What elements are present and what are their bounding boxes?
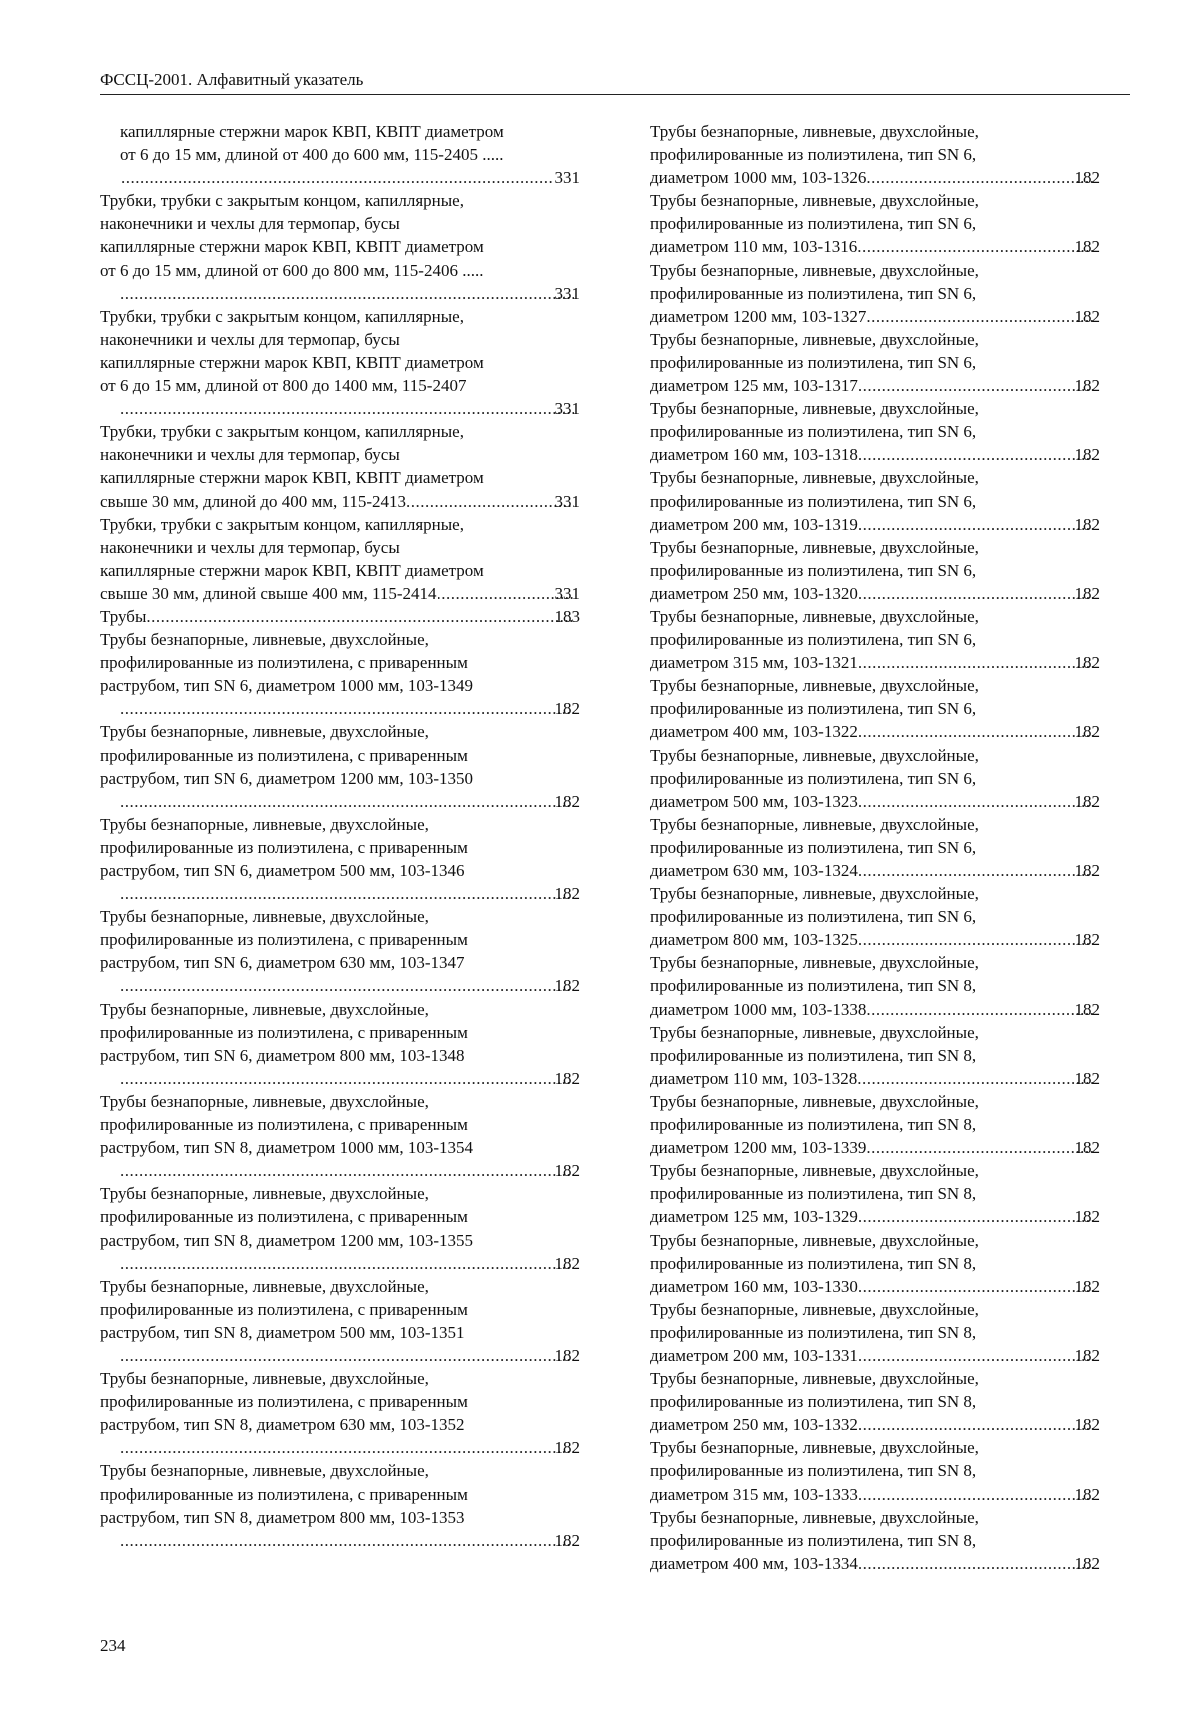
entry-page-ref: 331 bbox=[554, 399, 580, 419]
index-entry bbox=[650, 1159, 1100, 1228]
entry-text-line: профилированные из полиэтилена, с приваренным bbox=[100, 837, 468, 857]
index-entry bbox=[100, 120, 580, 189]
index-entry bbox=[650, 466, 1100, 535]
entry-text-line: раструбом, тип SN 6, диаметром 1200 мм, 103-1350 bbox=[100, 768, 474, 788]
dot-leader bbox=[859, 374, 1094, 397]
dot-leader bbox=[121, 397, 574, 420]
index-entry bbox=[650, 951, 1100, 1020]
index-entry bbox=[650, 120, 1100, 189]
entry-text-line: профилированные из полиэтилена, с приваренным bbox=[100, 1207, 468, 1227]
entry-lead-text: диаметром 125 мм, 103-1329 bbox=[650, 1207, 858, 1227]
index-entry bbox=[650, 1229, 1100, 1298]
entry-page-ref: 182 bbox=[1074, 306, 1100, 326]
index-entry bbox=[100, 605, 580, 628]
dot-leader bbox=[859, 790, 1094, 813]
entry-text-line: Трубы безнапорные, ливневые, двухслойные, bbox=[650, 399, 979, 419]
header-rule bbox=[100, 94, 1130, 95]
entry-text-line: раструбом, тип SN 8, диаметром 630 мм, 103-1352 bbox=[100, 1415, 465, 1435]
entry-page-ref: 331 bbox=[554, 491, 580, 511]
entry-lead-text: диаметром 800 мм, 103-1325 bbox=[650, 930, 858, 950]
entry-text-line: профилированные из полиэтилена, с приваренным bbox=[100, 1299, 468, 1319]
entry-text-line: Трубы безнапорные, ливневые, двухслойные, bbox=[650, 814, 979, 834]
index-entry bbox=[650, 1506, 1100, 1575]
entry-page-ref: 182 bbox=[1074, 1276, 1100, 1296]
entry-page-ref: 182 bbox=[1074, 1415, 1100, 1435]
index-entry bbox=[100, 813, 580, 905]
entry-text-line: профилированные из полиэтилена, тип SN 8, bbox=[650, 1253, 977, 1273]
entry-text-line: профилированные из полиэтилена, тип SN 6, bbox=[650, 352, 977, 372]
entry-text-line: профилированные из полиэтилена, тип SN 6, bbox=[650, 422, 977, 442]
entry-text-line: профилированные из полиэтилена, тип SN 8, bbox=[650, 1461, 977, 1481]
entry-leader-line bbox=[120, 1252, 580, 1275]
dot-leader bbox=[859, 651, 1094, 674]
entry-lead-text: диаметром 630 мм, 103-1324 bbox=[650, 861, 858, 880]
entry-text-line: профилированные из полиэтилена, с приваренным bbox=[100, 1115, 468, 1135]
dot-leader bbox=[858, 1067, 1093, 1090]
dot-leader bbox=[121, 697, 574, 720]
index-entry bbox=[650, 605, 1100, 674]
entry-leader-line bbox=[650, 166, 1100, 189]
dot-leader bbox=[859, 859, 1094, 882]
entry-text-line: Трубки, трубки с закрытым концом, капиллярные, bbox=[100, 306, 464, 326]
entry-leader-line bbox=[120, 397, 580, 420]
entry-page-ref: 331 bbox=[554, 583, 580, 603]
dot-leader bbox=[867, 998, 1093, 1021]
entry-text-line: Трубы безнапорные, ливневые, двухслойные, bbox=[650, 745, 979, 765]
entry-page-ref: 182 bbox=[554, 976, 580, 996]
entry-page-ref: 182 bbox=[1074, 791, 1100, 811]
entry-page-ref: 182 bbox=[1074, 1068, 1100, 1088]
entry-text-line: Трубы безнапорные, ливневые, двухслойные, bbox=[650, 953, 979, 973]
dot-leader bbox=[121, 1159, 574, 1182]
entry-page-ref: 182 bbox=[1074, 1553, 1100, 1573]
entry-page-ref: 183 bbox=[554, 606, 580, 626]
index-entry bbox=[650, 744, 1100, 813]
entry-text-line: Трубы безнапорные, ливневые, двухслойные, bbox=[650, 1299, 979, 1319]
entry-text-line: Трубы безнапорные, ливневые, двухслойные, bbox=[100, 814, 429, 834]
index-entry bbox=[100, 1367, 580, 1459]
entry-lead-text: диаметром 315 мм, 103-1333 bbox=[650, 1484, 858, 1504]
entry-lead-text: диаметром 250 мм, 103-1320 bbox=[650, 583, 858, 603]
entry-lead-text: свыше 30 мм, длиной свыше 400 мм, 115-2414 bbox=[100, 583, 437, 603]
entry-page-ref: 182 bbox=[1074, 583, 1100, 603]
entry-page-ref: 182 bbox=[1074, 722, 1100, 742]
entry-leader-line bbox=[650, 720, 1100, 743]
dot-leader bbox=[859, 513, 1094, 536]
entry-text-line: профилированные из полиэтилена, тип SN 6, bbox=[650, 768, 977, 788]
entry-text-line: Трубки, трубки с закрытым концом, капиллярные, bbox=[100, 422, 464, 442]
entry-text-line: наконечники и чехлы для термопар, бусы bbox=[100, 329, 400, 349]
entry-leader-line bbox=[100, 582, 580, 605]
entry-text-line: капиллярные стержни марок КВП, КВПТ диаметром bbox=[100, 560, 484, 580]
entry-page-ref: 182 bbox=[554, 884, 580, 904]
entry-page-ref: 182 bbox=[1074, 653, 1100, 673]
entry-text-line: профилированные из полиэтилена, тип SN 6, bbox=[650, 630, 977, 650]
entry-leader-line bbox=[650, 1275, 1100, 1298]
dot-leader bbox=[867, 305, 1093, 328]
index-entry bbox=[100, 513, 580, 605]
dot-leader bbox=[121, 1252, 574, 1275]
index-entry bbox=[650, 536, 1100, 605]
entry-leader-line bbox=[120, 1436, 580, 1459]
index-entry bbox=[650, 882, 1100, 951]
entry-page-ref: 182 bbox=[1074, 376, 1100, 396]
entry-leader-line bbox=[650, 1136, 1100, 1159]
dot-leader bbox=[859, 1552, 1094, 1575]
entry-text-line: Трубы безнапорные, ливневые, двухслойные, bbox=[650, 1230, 979, 1250]
index-column-right bbox=[650, 120, 1100, 1575]
entry-text-line: профилированные из полиэтилена, тип SN 6, bbox=[650, 283, 977, 303]
entry-lead-text: диаметром 400 мм, 103-1322 bbox=[650, 722, 858, 742]
entry-text-line: Трубы безнапорные, ливневые, двухслойные, bbox=[650, 260, 979, 280]
dot-leader bbox=[859, 1413, 1094, 1436]
index-entry bbox=[650, 259, 1100, 328]
entry-text-line: Трубы безнапорные, ливневые, двухслойные, bbox=[650, 122, 979, 141]
dot-leader bbox=[121, 166, 554, 189]
entry-leader-line bbox=[650, 1552, 1100, 1575]
entry-text-line: профилированные из полиэтилена, тип SN 8, bbox=[650, 1184, 977, 1204]
entry-text-line: наконечники и чехлы для термопар, бусы bbox=[100, 445, 400, 465]
entry-leader-line bbox=[650, 998, 1100, 1021]
index-entry bbox=[650, 189, 1100, 258]
entry-text-line: профилированные из полиэтилена, тип SN 6, bbox=[650, 837, 977, 857]
dot-leader bbox=[121, 790, 574, 813]
entry-text-line: Трубы безнапорные, ливневые, двухслойные, bbox=[100, 630, 429, 650]
entry-text-line: профилированные из полиэтилена, тип SN 6, bbox=[650, 560, 977, 580]
entry-lead-text: диаметром 160 мм, 103-1330 bbox=[650, 1276, 858, 1296]
index-entry bbox=[650, 674, 1100, 743]
entry-text-line: от 6 до 15 мм, длиной от 800 до 1400 мм, 115-2407 bbox=[100, 376, 467, 396]
entry-text-line: профилированные из полиэтилена, тип SN 8, bbox=[650, 1530, 977, 1550]
entry-page-ref: 182 bbox=[1074, 514, 1100, 534]
entry-leader-line bbox=[650, 513, 1100, 536]
dot-leader bbox=[867, 1136, 1093, 1159]
entry-leader-line bbox=[120, 790, 580, 813]
index-entry bbox=[100, 189, 580, 304]
dot-leader bbox=[859, 1344, 1094, 1367]
index-entry bbox=[100, 305, 580, 420]
entry-lead-text: диаметром 160 мм, 103-1318 bbox=[650, 445, 858, 465]
entry-text-line: Трубы безнапорные, ливневые, двухслойные, bbox=[650, 676, 979, 696]
entry-page-ref: 182 bbox=[554, 1068, 580, 1088]
entry-page-ref: 331 bbox=[554, 283, 580, 303]
entry-text-line: Трубы безнапорные, ливневые, двухслойные, bbox=[650, 329, 979, 349]
index-entry bbox=[100, 1275, 580, 1367]
dot-leader bbox=[121, 1436, 574, 1459]
entry-page-ref: 331 bbox=[554, 168, 580, 188]
entry-lead-text: диаметром 200 мм, 103-1331 bbox=[650, 1345, 858, 1365]
index-entry bbox=[100, 720, 580, 812]
entry-text-line: профилированные из полиэтилена, тип SN 8, bbox=[650, 1045, 977, 1065]
index-entry bbox=[100, 1090, 580, 1182]
entry-text-line: раструбом, тип SN 6, диаметром 630 мм, 103-1347 bbox=[100, 953, 465, 973]
dot-leader bbox=[407, 490, 573, 513]
entry-text-line: профилированные из полиэтилена, тип SN 8, bbox=[650, 1322, 977, 1342]
entry-page-ref: 182 bbox=[1074, 930, 1100, 950]
entry-leader-line bbox=[120, 1344, 580, 1367]
entry-text-line: профилированные из полиэтилена, с приваренным bbox=[100, 1392, 468, 1412]
entry-lead-text: диаметром 125 мм, 103-1317 bbox=[650, 376, 858, 396]
entry-text-line: профилированные из полиэтилена, тип SN 6, bbox=[650, 145, 977, 165]
dot-leader bbox=[859, 928, 1094, 951]
entry-leader-line bbox=[650, 582, 1100, 605]
entry-leader-line bbox=[650, 1483, 1100, 1506]
entry-lead-text: диаметром 500 мм, 103-1323 bbox=[650, 791, 858, 811]
entry-text-line: раструбом, тип SN 8, диаметром 500 мм, 103-1351 bbox=[100, 1322, 465, 1342]
entry-text-line: профилированные из полиэтилена, с приваренным bbox=[100, 930, 468, 950]
entry-lead-text: Трубы bbox=[100, 606, 147, 626]
entry-leader-line bbox=[120, 882, 580, 905]
index-entry bbox=[650, 1090, 1100, 1159]
entry-leader-line bbox=[120, 974, 580, 997]
entry-text-line: Трубы безнапорные, ливневые, двухслойные, bbox=[650, 884, 979, 904]
dot-leader bbox=[121, 974, 574, 997]
entry-page-ref: 182 bbox=[1074, 1345, 1100, 1365]
entry-page-ref: 182 bbox=[554, 1253, 580, 1273]
entry-text-line: капиллярные стержни марок КВП, КВПТ диаметром bbox=[120, 122, 504, 141]
entry-text-line: профилированные из полиэтилена, тип SN 8, bbox=[650, 1392, 977, 1412]
entry-leader-line bbox=[120, 1159, 580, 1182]
entry-text-line: Трубы безнапорные, ливневые, двухслойные, bbox=[650, 1507, 979, 1527]
entry-page-ref: 182 bbox=[554, 1530, 580, 1550]
entry-leader-line bbox=[650, 859, 1100, 882]
entry-leader-line bbox=[100, 605, 580, 628]
entry-leader-line bbox=[650, 235, 1100, 258]
entry-lead-text: диаметром 250 мм, 103-1332 bbox=[650, 1415, 858, 1435]
entry-lead-text: диаметром 1000 мм, 103-1326 bbox=[650, 168, 867, 188]
dot-leader bbox=[859, 443, 1094, 466]
entry-text-line: от 6 до 15 мм, длиной от 400 до 600 мм, 115-2405 ..... bbox=[120, 145, 504, 165]
entry-text-line: Трубы безнапорные, ливневые, двухслойные, bbox=[100, 722, 429, 742]
entry-text-line: капиллярные стержни марок КВП, КВПТ диаметром bbox=[100, 237, 484, 257]
entry-lead-text: диаметром 1200 мм, 103-1339 bbox=[650, 1138, 867, 1158]
entry-page-ref: 182 bbox=[554, 1345, 580, 1365]
dot-leader bbox=[859, 1483, 1094, 1506]
entry-leader-line bbox=[650, 443, 1100, 466]
entry-text-line: капиллярные стержни марок КВП, КВПТ диаметром bbox=[100, 352, 484, 372]
entry-text-line: наконечники и чехлы для термопар, бусы bbox=[100, 537, 400, 557]
entry-leader-line bbox=[650, 374, 1100, 397]
dot-leader bbox=[859, 720, 1094, 743]
entry-leader-line bbox=[650, 305, 1100, 328]
entry-text-line: Трубы безнапорные, ливневые, двухслойные, bbox=[100, 1276, 429, 1296]
entry-text-line: профилированные из полиэтилена, с приваренным bbox=[100, 1484, 468, 1504]
entry-text-line: Трубы безнапорные, ливневые, двухслойные, bbox=[650, 537, 979, 557]
entry-text-line: профилированные из полиэтилена, тип SN 6, bbox=[650, 907, 977, 927]
index-entry bbox=[650, 397, 1100, 466]
entry-leader-line bbox=[120, 1067, 580, 1090]
entry-page-ref: 182 bbox=[1074, 1138, 1100, 1158]
entry-text-line: Трубы безнапорные, ливневые, двухслойные, bbox=[100, 1369, 429, 1389]
dot-leader bbox=[867, 166, 1093, 189]
entry-text-line: Трубы безнапорные, ливневые, двухслойные, bbox=[650, 1438, 979, 1458]
entry-text-line: наконечники и чехлы для термопар, бусы bbox=[100, 214, 400, 234]
entry-text-line: Трубы безнапорные, ливневые, двухслойные, bbox=[650, 468, 979, 488]
entry-lead-text: свыше 30 мм, длиной до 400 мм, 115-2413 bbox=[100, 491, 407, 511]
index-entry bbox=[100, 905, 580, 997]
index-entry bbox=[100, 998, 580, 1090]
entry-text-line: капиллярные стержни марок КВП, КВПТ диаметром bbox=[100, 468, 484, 488]
entry-text-line: раструбом, тип SN 6, диаметром 1000 мм, 103-1349 bbox=[100, 676, 474, 696]
dot-leader bbox=[859, 1205, 1094, 1228]
entry-text-line: Трубы безнапорные, ливневые, двухслойные, bbox=[100, 1184, 429, 1204]
entry-text-line: раструбом, тип SN 6, диаметром 800 мм, 103-1348 bbox=[100, 1045, 465, 1065]
index-entry bbox=[650, 813, 1100, 882]
entry-text-line: Трубы безнапорные, ливневые, двухслойные, bbox=[650, 1369, 979, 1389]
entry-leader-line bbox=[650, 790, 1100, 813]
entry-leader-line bbox=[650, 1067, 1100, 1090]
entry-leader-line bbox=[120, 282, 580, 305]
index-entry bbox=[100, 420, 580, 512]
entry-lead-text: диаметром 200 мм, 103-1319 bbox=[650, 514, 858, 534]
entry-page-ref: 182 bbox=[1074, 861, 1100, 880]
entry-text-line: профилированные из полиэтилена, с приваренным bbox=[100, 1022, 468, 1042]
entry-leader-line bbox=[650, 1413, 1100, 1436]
entry-leader-line bbox=[120, 1529, 580, 1552]
index-entry bbox=[100, 1459, 580, 1551]
entry-leader-line bbox=[650, 1344, 1100, 1367]
entry-text-line: раструбом, тип SN 8, диаметром 800 мм, 103-1353 bbox=[100, 1507, 465, 1527]
entry-text-line: профилированные из полиэтилена, с приваренным bbox=[100, 745, 468, 765]
entry-page-ref: 182 bbox=[1074, 1207, 1100, 1227]
entry-page-ref: 182 bbox=[1074, 168, 1100, 188]
entry-text-line: от 6 до 15 мм, длиной от 600 до 800 мм, 115-2406 ..... bbox=[100, 260, 484, 280]
entry-lead-text: диаметром 315 мм, 103-1321 bbox=[650, 653, 858, 673]
entry-text-line: Трубы безнапорные, ливневые, двухслойные, bbox=[650, 1161, 979, 1181]
entry-lead-text: диаметром 1200 мм, 103-1327 bbox=[650, 306, 867, 326]
page-number: 234 bbox=[100, 1636, 126, 1655]
entry-text-line: Трубы безнапорные, ливневые, двухслойные, bbox=[100, 999, 429, 1019]
entry-leader-line bbox=[120, 697, 580, 720]
index-column-left bbox=[100, 120, 580, 1552]
entry-page-ref: 182 bbox=[554, 791, 580, 811]
dot-leader bbox=[147, 605, 573, 628]
entry-lead-text: диаметром 1000 мм, 103-1338 bbox=[650, 999, 867, 1019]
dot-leader bbox=[121, 1344, 574, 1367]
entry-text-line: Трубы безнапорные, ливневые, двухслойные, bbox=[650, 191, 979, 211]
entry-text-line: профилированные из полиэтилена, тип SN 8, bbox=[650, 1115, 977, 1135]
entry-text-line: профилированные из полиэтилена, тип SN 6, bbox=[650, 214, 977, 234]
entry-text-line: Трубы безнапорные, ливневые, двухслойные, bbox=[650, 606, 979, 626]
entry-text-line: раструбом, тип SN 6, диаметром 500 мм, 103-1346 bbox=[100, 861, 465, 880]
entry-text-line: Трубки, трубки с закрытым концом, капиллярные, bbox=[100, 514, 464, 534]
entry-text-line: Трубки, трубки с закрытым концом, капиллярные, bbox=[100, 191, 464, 211]
index-entry bbox=[650, 1367, 1100, 1436]
index-entry bbox=[650, 328, 1100, 397]
entry-text-line: Трубы безнапорные, ливневые, двухслойные, bbox=[650, 1022, 979, 1042]
entry-text-line: профилированные из полиэтилена, тип SN 6, bbox=[650, 491, 977, 511]
entry-lead-text: диаметром 110 мм, 103-1328 bbox=[650, 1068, 858, 1088]
entry-text-line: Трубы безнапорные, ливневые, двухслойные, bbox=[100, 907, 429, 927]
dot-leader bbox=[858, 235, 1093, 258]
entry-page-ref: 182 bbox=[1074, 999, 1100, 1019]
index-entry bbox=[650, 1436, 1100, 1505]
entry-page-ref: 182 bbox=[554, 1438, 580, 1458]
entry-leader-line bbox=[650, 1205, 1100, 1228]
entry-leader-line bbox=[120, 166, 580, 189]
entry-page-ref: 182 bbox=[554, 699, 580, 719]
entry-text-line: Трубы безнапорные, ливневые, двухслойные, bbox=[650, 1091, 979, 1111]
entry-page-ref: 182 bbox=[1074, 1484, 1100, 1504]
index-entry bbox=[650, 1298, 1100, 1367]
index-entry bbox=[100, 1182, 580, 1274]
dot-leader bbox=[859, 1275, 1094, 1298]
dot-leader bbox=[438, 582, 574, 605]
entry-page-ref: 182 bbox=[554, 1161, 580, 1181]
entry-leader-line bbox=[650, 928, 1100, 951]
entry-page-ref: 182 bbox=[1074, 445, 1100, 465]
entry-text-line: раструбом, тип SN 8, диаметром 1000 мм, 103-1354 bbox=[100, 1138, 474, 1158]
entry-text-line: профилированные из полиэтилена, с приваренным bbox=[100, 653, 468, 673]
dot-leader bbox=[121, 882, 574, 905]
entry-lead-text: диаметром 400 мм, 103-1334 bbox=[650, 1553, 858, 1573]
dot-leader bbox=[859, 582, 1094, 605]
entry-lead-text: диаметром 110 мм, 103-1316 bbox=[650, 237, 858, 257]
entry-text-line: Трубы безнапорные, ливневые, двухслойные, bbox=[100, 1461, 429, 1481]
dot-leader bbox=[121, 1067, 574, 1090]
entry-text-line: раструбом, тип SN 8, диаметром 1200 мм, 103-1355 bbox=[100, 1230, 474, 1250]
entry-page-ref: 182 bbox=[1074, 237, 1100, 257]
index-entry bbox=[650, 1021, 1100, 1090]
entry-text-line: профилированные из полиэтилена, тип SN 6, bbox=[650, 699, 977, 719]
entry-leader-line bbox=[650, 651, 1100, 674]
dot-leader bbox=[121, 282, 574, 305]
page-header-title: ФССЦ-2001. Алфавитный указатель bbox=[100, 70, 364, 89]
entry-text-line: профилированные из полиэтилена, тип SN 8, bbox=[650, 976, 977, 996]
entry-text-line: Трубы безнапорные, ливневые, двухслойные, bbox=[100, 1091, 429, 1111]
dot-leader bbox=[121, 1529, 574, 1552]
index-entry bbox=[100, 628, 580, 720]
entry-leader-line bbox=[100, 490, 580, 513]
